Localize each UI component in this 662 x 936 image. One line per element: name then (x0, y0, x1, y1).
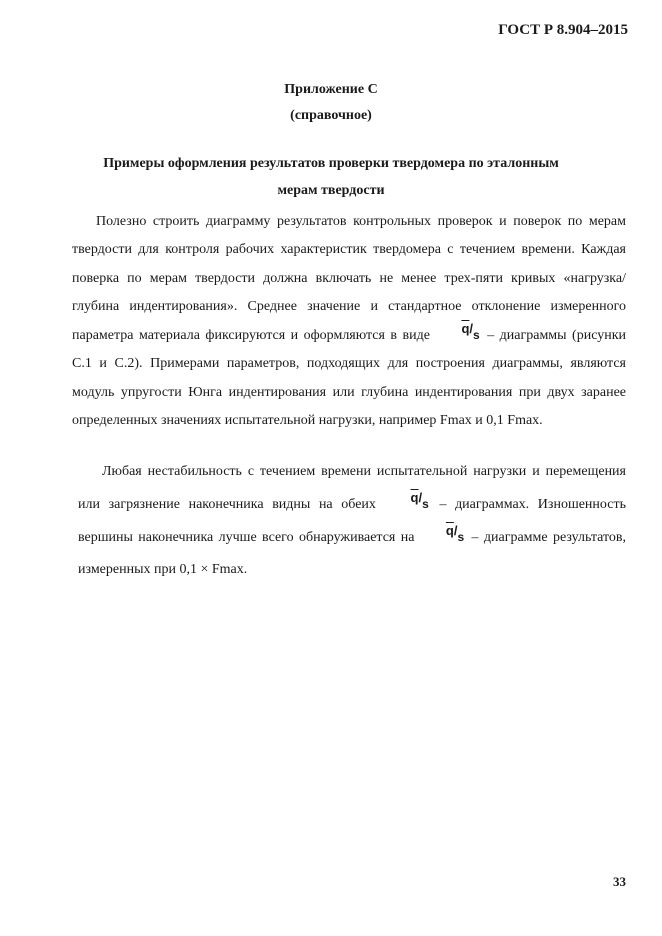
paragraph-2-part3: – диаграмме результатов, измеренных при 0,1 × Fmax. (78, 530, 627, 577)
slash-glyph: / (453, 523, 458, 538)
s-glyph: s (457, 530, 465, 544)
paragraph-2-part2: – диаграммах. Изношенность вершины наконечника лучше всего обнаруживается на (78, 497, 626, 545)
q-over-s-symbol (422, 515, 464, 547)
slash-glyph: / (469, 321, 474, 337)
section-title-line2: мерам твердости (277, 183, 385, 198)
q-bar-glyph: $\overline{q}$ (461, 321, 470, 337)
paragraph-1-part1: Полезно строить диаграмму результатов контрольных проверок и поверок по мерам твердости для контроля рабочих характеристик твердомера с течением времени. Каждая поверка по мерам твердости должна включать не менее трех-пяти кривых «нагрузка/глубина индентирования». Среднее значение и стандартное отклонение измеренного параметра материала фиксируются и оформляются в виде (72, 214, 626, 344)
q-bar-glyph: $\overline{q}$ (445, 523, 454, 538)
section-title-line1: Примеры оформления результатов проверки твердомера по эталонным (103, 156, 559, 171)
section-title (0, 150, 662, 204)
q-over-s-symbol (437, 315, 479, 343)
paragraph-2-part1: Любая нестабильность с течением времени испытательной нагрузки и перемещения или загрязнение наконечника видны на обеих (78, 464, 626, 512)
q-over-s-symbol (387, 482, 429, 514)
paragraph-1-part2: – диаграммы (рисунки С.1 и С.2). Примерами параметров, подходящих для построения диаграммы, являются модуль упругости Юнга индентирования или глубина индентирования при двух заранее определенных значениях испытательной нагрузки, например Fmax и 0,1 Fmax. (72, 328, 627, 429)
document-code: ГОСТ Р 8.904–2015 (498, 22, 628, 38)
annex-title: Приложение С (284, 82, 378, 97)
paragraph-1 (72, 208, 626, 435)
q-bar-glyph: $\overline{q}$ (410, 490, 419, 505)
annex-type: (справочное) (290, 108, 372, 123)
s-glyph: s (422, 497, 429, 511)
paragraph-2 (78, 456, 626, 586)
s-glyph: s (473, 328, 480, 343)
page-number: 33 (613, 874, 626, 889)
slash-glyph: / (418, 490, 423, 505)
